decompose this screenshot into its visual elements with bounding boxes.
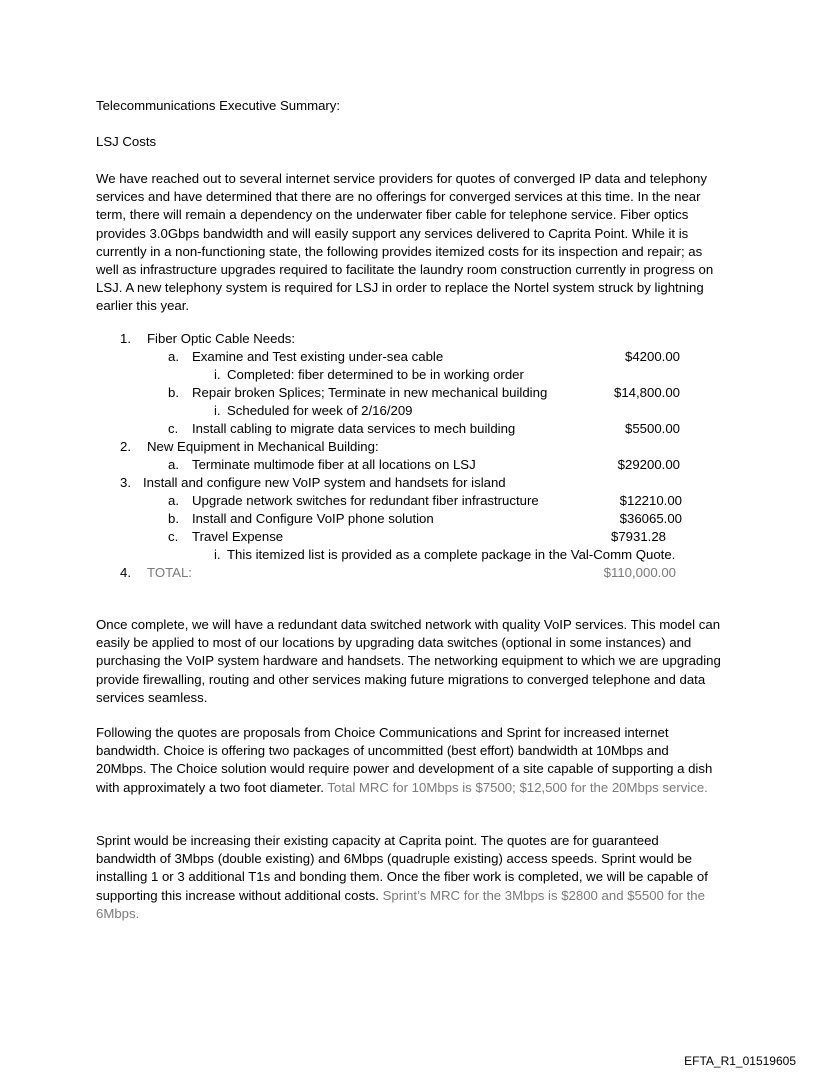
total-amount: $110,000.00	[603, 565, 676, 580]
list-number: 4.	[120, 565, 131, 580]
cost-amount: $5500.00	[624, 421, 680, 436]
list-label: Travel Expense	[192, 529, 284, 544]
list-label: Fiber Optic Cable Needs:	[147, 331, 296, 346]
list-letter: c.	[168, 529, 179, 544]
list-roman: i.	[214, 367, 221, 382]
cost-amount: $29200.00	[617, 457, 680, 472]
list-item	[168, 384, 680, 402]
list-label: Completed: fiber determined to be in working order	[227, 367, 524, 382]
intro-paragraph: We have reached out to several internet service providers for quotes of converged IP data and telephony services and have determined that there are no offerings for converged services at this time. In the near term, there will remain a dependency on the underwater fiber cable for telephone service. Fiber optics provides 3.0Gbps bandwidth and will easily support any services delivered to Caprita Point. While it is currently in a non-functioning state, the following provides itemized costs for its inspection and repair; as well as infrastructure upgrades required to facilitate the laundry room construction currently in progress on LSJ. A new telephony system is required for LSJ in order to replace the Nortel system struck by lightning earlier this year.	[96, 171, 714, 314]
list-number: 1.	[120, 331, 131, 346]
choice-paragraph	[96, 724, 721, 797]
cost-amount: $14,800.00	[613, 385, 680, 400]
choice-text: Following the quotes are proposals from Choice Communications and Sprint for increased internet bandwidth. Choice is offering two packages of uncommitted (best effort) bandwidth at 10Mbps and 20Mbps. The Choice solution would require power and development of a site capable of supporting a dish with approximately a two foot diameter.	[96, 725, 713, 795]
cost-amount: $4200.00	[624, 349, 680, 364]
list-item	[214, 402, 614, 420]
list-item	[168, 456, 680, 474]
list-item	[168, 420, 680, 438]
cost-amount: $12210.00	[619, 493, 682, 508]
completion-paragraph: Once complete, we will have a redundant data switched network with quality VoIP services. This model can easily be applied to most of our locations by upgrading data switches (optional in some instances) and purchasing the VoIP system hardware and handsets. The networking equipment to which we are upgrading provide firewalling, routing and other services making future migrations to converged telephone and data services seamless.	[96, 617, 721, 705]
list-label: Examine and Test existing under-sea cable	[192, 349, 444, 364]
list-item-total	[120, 564, 676, 582]
list-label: Upgrade network switches for redundant fiber infrastructure	[192, 493, 539, 508]
document-title: Telecommunications Executive Summary:	[96, 98, 341, 113]
section-heading: LSJ Costs	[96, 134, 157, 149]
cost-amount: $7931.28	[610, 529, 666, 544]
list-item	[168, 492, 682, 510]
list-letter: b.	[168, 385, 179, 400]
cost-amount: $36065.00	[619, 511, 682, 526]
list-roman: i.	[214, 547, 221, 562]
list-item	[168, 528, 666, 546]
list-label: Repair broken Splices; Terminate in new mechanical building	[192, 385, 548, 400]
document-id: EFTA_R1_01519605	[684, 1054, 796, 1068]
list-number: 3.	[120, 475, 131, 490]
list-item	[214, 546, 704, 564]
list-letter: a.	[168, 493, 179, 508]
choice-mrc-note: Total MRC for 10Mbps is $7500; $12,500 for the 20Mbps service.	[327, 779, 708, 795]
list-label: Install and configure new VoIP system and handsets for island	[143, 475, 506, 490]
list-label: Terminate multimode fiber at all locations on LSJ	[192, 457, 476, 472]
list-label: Install cabling to migrate data services to mech building	[192, 421, 516, 436]
list-label: Install and Configure VoIP phone solution	[192, 511, 434, 526]
list-label: New Equipment in Mechanical Building:	[147, 439, 379, 454]
list-item	[120, 474, 680, 492]
list-item	[168, 348, 680, 366]
list-item	[120, 330, 680, 348]
sprint-mrc-note: Sprint’s MRC for the 3Mbps is $2800 and $5500 for the 6Mbps.	[96, 887, 705, 921]
list-letter: a.	[168, 349, 179, 364]
list-label: Scheduled for week of 2/16/209	[227, 403, 413, 418]
list-letter: b.	[168, 511, 179, 526]
list-roman: i.	[214, 403, 221, 418]
list-letter: c.	[168, 421, 179, 436]
list-item	[214, 366, 614, 384]
total-label: TOTAL:	[147, 565, 192, 580]
list-label: This itemized list is provided as a complete package in the Val-Comm Quote.	[227, 547, 676, 562]
sprint-paragraph	[96, 832, 721, 923]
list-number: 2.	[120, 439, 131, 454]
list-letter: a.	[168, 457, 179, 472]
sprint-text: Sprint would be increasing their existing capacity at Caprita point. The quotes are for guaranteed bandwidth of 3Mbps (double existing) and 6Mbps (quadruple existing) access speeds. Sprint would be installing 1 or 3 additional T1s and bonding them. Once the fiber work is completed, we will be capable of supporting this increase without additional costs.	[96, 833, 708, 903]
list-item	[120, 438, 680, 456]
list-item	[168, 510, 682, 528]
